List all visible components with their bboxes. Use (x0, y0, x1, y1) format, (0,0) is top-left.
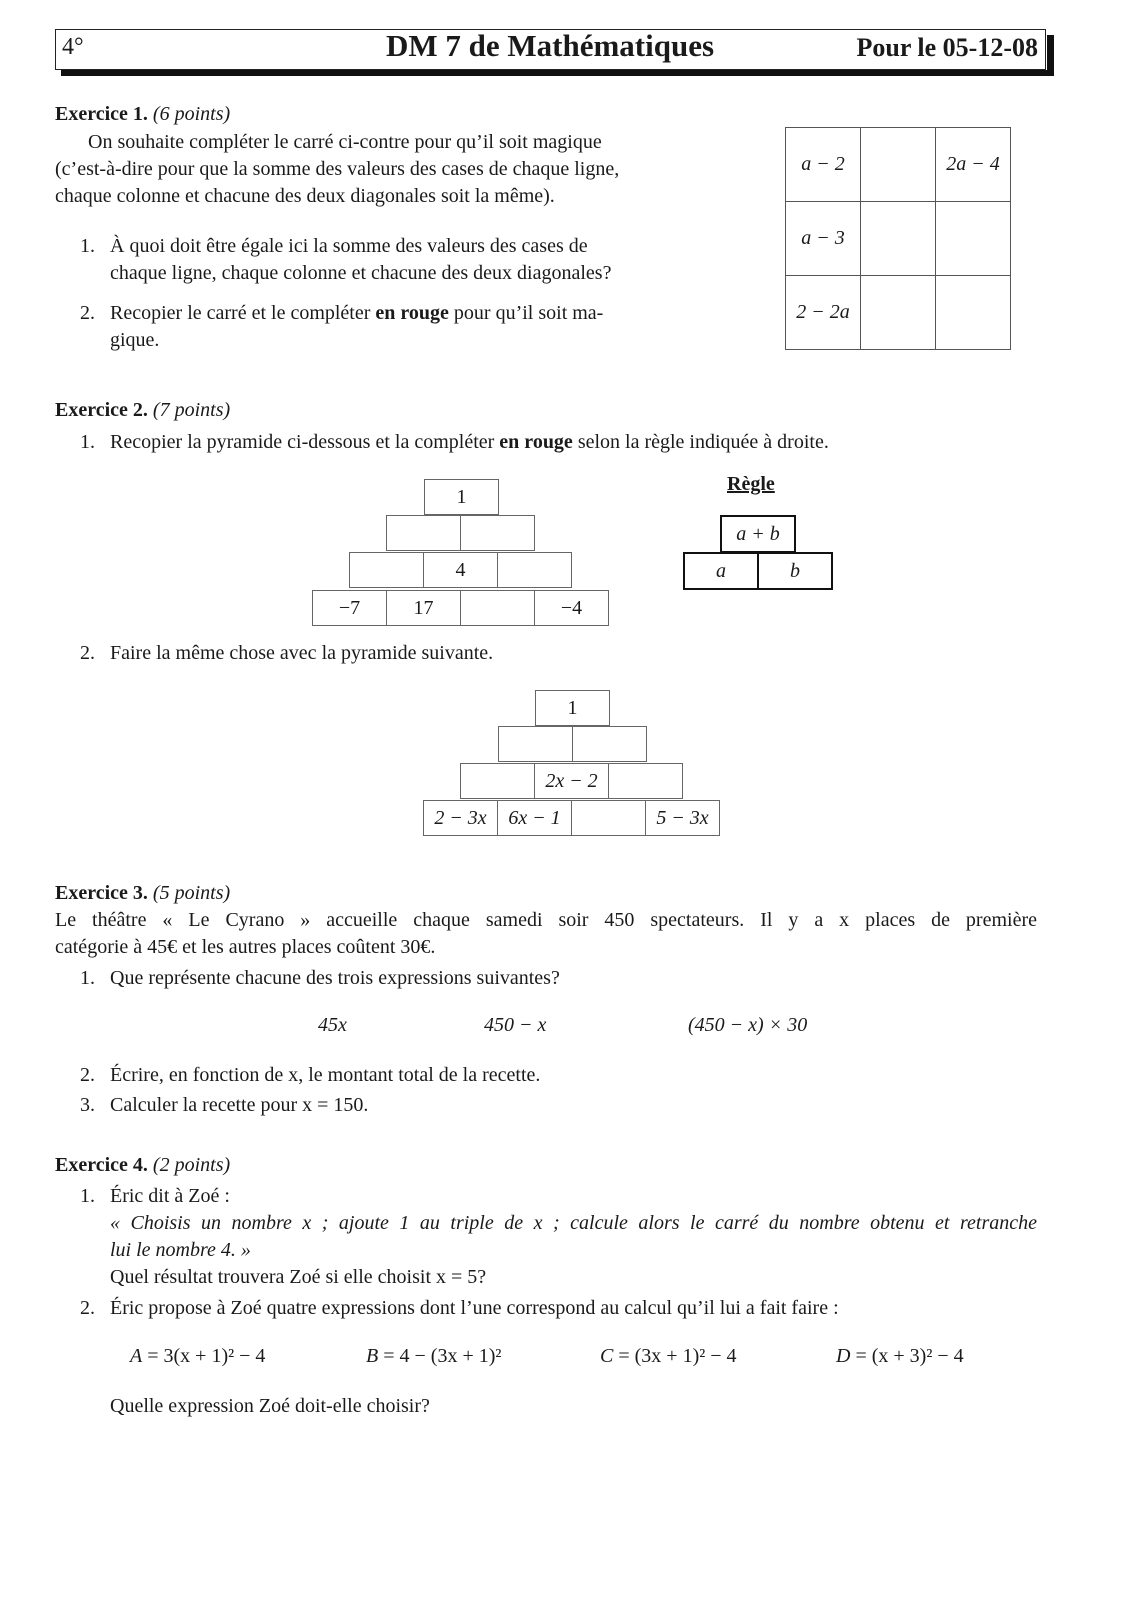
pyramid1-cell: −7 (312, 590, 387, 626)
ex3-intro-2: catégorie à 45€ et les autres places coûtent 30€. (55, 936, 436, 958)
pyramid1-cell (460, 590, 535, 626)
pyramid2-cell: 1 (535, 690, 610, 726)
ex4-heading: Exercice 4. (55, 1154, 148, 1176)
expr-rhs: = (3x + 1)² − 4 (618, 1345, 737, 1367)
header-date: Pour le 05-12-08 (856, 33, 1038, 62)
ex2-q2-line: Faire la même chose avec la pyramide suivante. (110, 642, 494, 664)
square-cell (861, 128, 936, 202)
expr-name: A (130, 1345, 143, 1367)
square-cell: 2a − 4 (936, 128, 1011, 202)
ex3-q3-line: Calculer la recette pour x = 150. (110, 1094, 369, 1116)
ex2-q1-line (110, 431, 829, 454)
square-cell (861, 276, 936, 350)
ex3-q2-line: Écrire, en fonction de x, le montant total de la recette. (110, 1064, 541, 1086)
pyramid1-cell (349, 552, 424, 588)
ex2-q1-text-a: Recopier la pyramide ci-dessous et la compléter (110, 431, 500, 453)
expr-name: C (600, 1345, 614, 1367)
ex4-expr-A (130, 1345, 265, 1368)
ex4-expr-D (836, 1345, 964, 1368)
ex4-q3-line: Quelle expression Zoé doit-elle choisir? (110, 1395, 430, 1417)
rule-left-cell: a (683, 552, 759, 590)
pyramid2-cell: 5 − 3x (645, 800, 720, 836)
ex3-expr-1: 45x (318, 1014, 347, 1036)
header-shadow-bottom (61, 70, 1054, 76)
ex1-q1-num: 1. (80, 235, 95, 257)
pyramid1-cell: 1 (424, 479, 499, 515)
ex1-intro-3: chaque colonne et chacune des deux diagonales soit la même). (55, 185, 555, 207)
ex4-q1-num: 1. (80, 1185, 95, 1207)
ex1-points: (6 points) (152, 103, 231, 125)
ex1-heading-line (55, 103, 230, 126)
ex2-q1-num: 1. (80, 431, 95, 453)
ex1-q2-num: 2. (80, 302, 95, 324)
pyramid2-cell (572, 726, 647, 762)
ex4-heading-line (55, 1154, 230, 1177)
ex2-q1-bold: en rouge (499, 431, 573, 453)
ex4-expr-C (600, 1345, 737, 1368)
ex3-points: (5 points) (152, 882, 231, 904)
ex3-intro-1: Le théâtre « Le Cyrano » accueille chaque samedi soir 450 spectateurs. Il y a x places de première (55, 909, 1037, 931)
square-cell (936, 276, 1011, 350)
rule-right-cell: b (757, 552, 833, 590)
ex1-q2-line2: gique. (110, 329, 160, 351)
ex3-expr-2: 450 − x (484, 1014, 547, 1036)
page-title: DM 7 de Mathématiques (385, 28, 715, 63)
expr-name: B (366, 1345, 379, 1367)
ex3-heading: Exercice 3. (55, 882, 148, 904)
ex2-heading: Exercice 2. (55, 399, 148, 421)
ex1-q2-text-a: Recopier le carré et le compléter (110, 302, 376, 324)
ex3-q2-num: 2. (80, 1064, 95, 1086)
ex4-q1-question: Quel résultat trouvera Zoé si elle choisit x = 5? (110, 1266, 487, 1288)
pyramid2-cell: 2x − 2 (534, 763, 609, 799)
ex4-points: (2 points) (152, 1154, 231, 1176)
pyramid1-cell: −4 (534, 590, 609, 626)
pyramid2-cell (608, 763, 683, 799)
ex2-q1-text-b: selon la règle indiquée à droite. (572, 431, 829, 453)
expr-rhs: = (x + 3)² − 4 (855, 1345, 964, 1367)
magic-square (785, 127, 1011, 350)
square-cell: 2 − 2a (786, 276, 861, 350)
ex3-q3-num: 3. (80, 1094, 95, 1116)
ex3-q1-line: Que représente chacune des trois expressions suivantes? (110, 967, 560, 989)
ex1-intro-2: (c’est-à-dire pour que la somme des valeurs des cases de chaque ligne, (55, 158, 620, 180)
ex2-q2-num: 2. (80, 642, 95, 664)
ex4-q2-num: 2. (80, 1297, 95, 1319)
expr-name: D (836, 1345, 851, 1367)
pyramid1-cell (497, 552, 572, 588)
ex1-intro-1: On souhaite compléter le carré ci-contre pour qu’il soit magique (88, 131, 602, 153)
ex3-q1-num: 1. (80, 967, 95, 989)
ex3-expr-3: (450 − x) × 30 (688, 1014, 808, 1036)
pyramid2-cell: 2 − 3x (423, 800, 498, 836)
ex4-q1-quote-1: « Choisis un nombre x ; ajoute 1 au triple de x ; calcule alors le carré du nombre obtenu et retranche (110, 1212, 1037, 1234)
ex1-heading: Exercice 1. (55, 103, 148, 125)
ex2-heading-line (55, 399, 230, 422)
ex4-q1-quote-2: lui le nombre 4. » (110, 1239, 251, 1261)
ex4-expr-B (366, 1345, 501, 1368)
pyramid2-cell (460, 763, 535, 799)
header-level: 4° (62, 34, 84, 60)
ex2-points: (7 points) (152, 399, 231, 421)
pyramid1-cell (386, 515, 461, 551)
ex4-q1-intro: Éric dit à Zoé : (110, 1185, 230, 1207)
square-cell: a − 2 (786, 128, 861, 202)
ex4-q2-line: Éric propose à Zoé quatre expressions dont l’une correspond au calcul qu’il lui a fait faire : (110, 1297, 839, 1319)
square-cell (936, 202, 1011, 276)
square-cell (861, 202, 936, 276)
pyramid2-cell (571, 800, 646, 836)
pyramid2-cell (498, 726, 573, 762)
ex1-q2-bold: en rouge (375, 302, 449, 324)
ex1-q1-line1: À quoi doit être égale ici la somme des valeurs des cases de (110, 235, 588, 257)
square-cell: a − 3 (786, 202, 861, 276)
rule-title: Règle (727, 473, 775, 495)
ex1-q2-text-b: pour qu’il soit ma- (448, 302, 604, 324)
ex1-q2-line1 (110, 302, 603, 325)
pyramid1-cell: 17 (386, 590, 461, 626)
rule-top-cell: a + b (720, 515, 796, 553)
pyramid1-cell: 4 (423, 552, 498, 588)
pyramid2-cell: 6x − 1 (497, 800, 572, 836)
expr-rhs: = 3(x + 1)² − 4 (147, 1345, 266, 1367)
expr-rhs: = 4 − (3x + 1)² (383, 1345, 502, 1367)
pyramid1-cell (460, 515, 535, 551)
ex1-q1-line2: chaque ligne, chaque colonne et chacune des deux diagonales? (110, 262, 612, 284)
ex3-heading-line (55, 882, 230, 905)
